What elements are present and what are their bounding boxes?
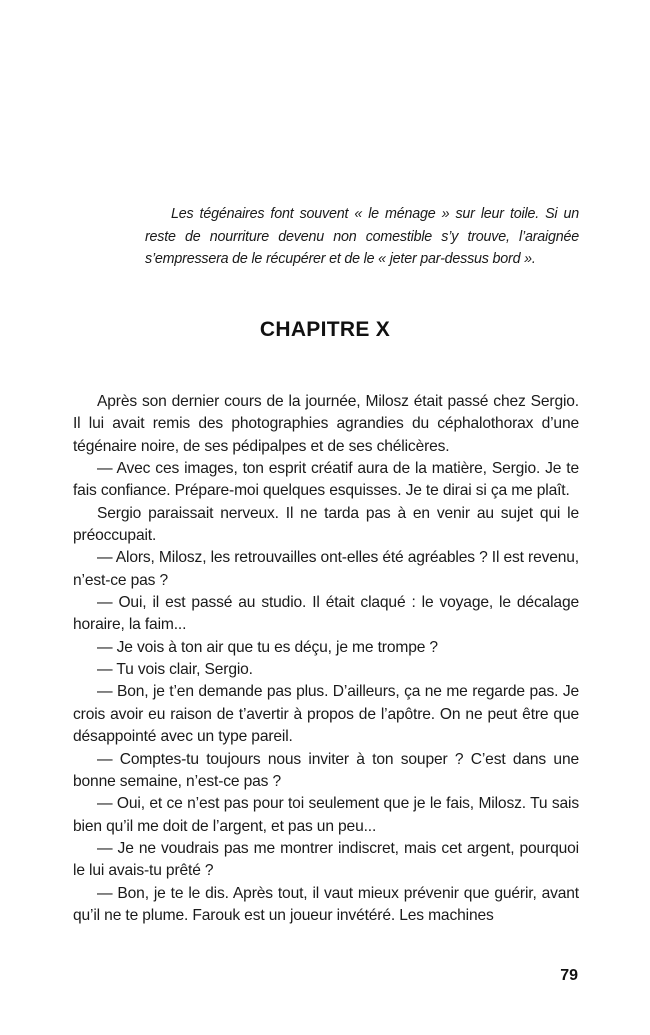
paragraph: Sergio paraissait nerveux. Il ne tarda pas à en venir au sujet qui le préoccupait. [73, 504, 579, 545]
paragraph: — Je vois à ton air que tu es déçu, je me trompe ? [97, 638, 438, 656]
paragraph: — Bon, je te le dis. Après tout, il vaut mieux prévenir que guérir, avant qu’il ne te plume. Farouk est un joueur invétéré. Les machines [73, 884, 579, 924]
paragraph: — Comptes-tu toujours nous inviter à ton souper ? C’est dans une bonne semaine, n’est-ce pas ? [73, 750, 579, 790]
paragraph: — Tu vois clair, Sergio. [97, 661, 253, 679]
paragraph: — Bon, je t’en demande pas plus. D’ailleurs, ça ne me regarde pas. Je crois avoir eu raison de t’avertir à propos de l’apôtre. On ne peut être que désappointé avec un type pareil. [73, 683, 579, 746]
paragraph: — Je ne voudrais pas me montrer indiscret, mais cet argent, pourquoi le lui avais-tu prêté ? [73, 839, 579, 880]
paragraph: Après son dernier cours de la journée, Milosz était passé chez Sergio. Il lui avait remis des photographies agrandies du céphalothorax d’une tégénaire noire, de ses pédipalpes et de ses chélicères. [73, 393, 579, 455]
paragraph: — Oui, il est passé au studio. Il était claqué : le voyage, le décalage horaire, la faim... [73, 594, 579, 634]
chapter-title: CHAPITRE X [259, 318, 391, 341]
paragraph: — Oui, et ce n’est pas pour toi seulement que je le fais, Milosz. Tu sais bien qu’il me doit de l’argent, et pas un peu... [73, 795, 579, 835]
paragraph: — Alors, Milosz, les retrouvailles ont-elles été agréables ? Il est revenu, n’est-ce pas ? [73, 549, 579, 589]
epigraph: Les tégénaires font souvent « le ménage » sur leur toile. Si un reste de nourriture devenu non comestible s’y trouve, l’araignée s’empressera de le récupérer et de le « jeter par-dessus bord ». [145, 206, 579, 268]
page-number: 79 [560, 967, 578, 984]
chapter-body [73, 391, 579, 927]
paragraph: — Avec ces images, ton esprit créatif aura de la matière, Sergio. Je te fais confiance. Prépare-moi quelques esquisses. Je te dirai si ça me plaît. [73, 460, 579, 500]
